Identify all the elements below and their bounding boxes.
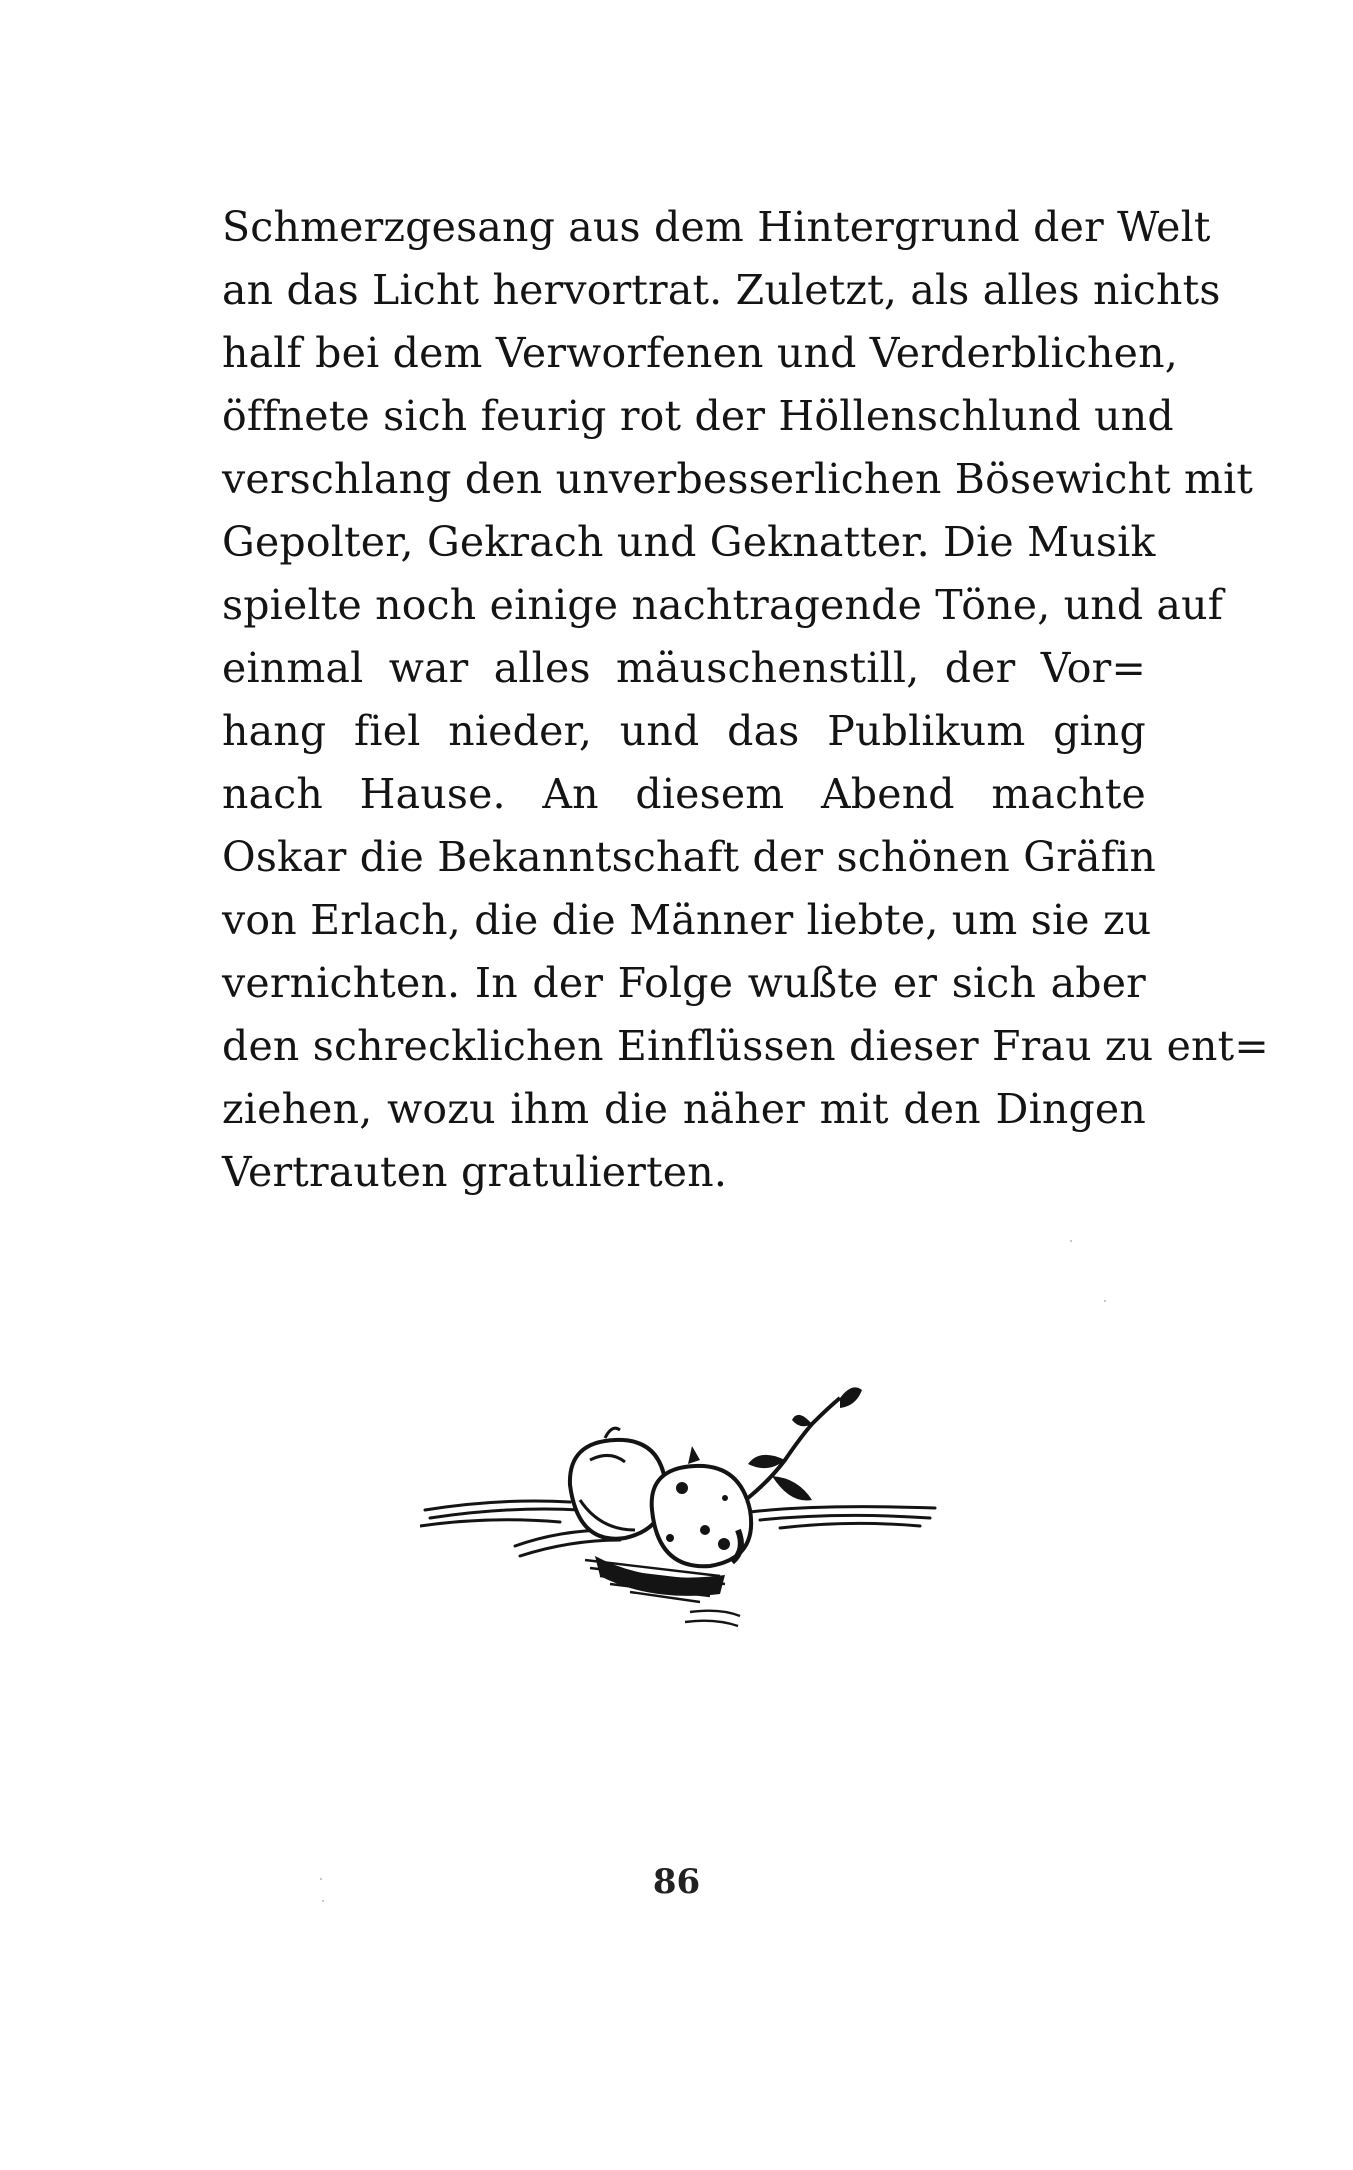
text-line-8: einmal war alles mäuschenstill, der Vor= xyxy=(222,644,1146,692)
paper-speck xyxy=(320,1878,322,1880)
text-line-13: vernichten. In der Folge wußte er sich aber xyxy=(222,959,1146,1007)
text-line-15: ziehen, wozu ihm die näher mit den Dingen xyxy=(222,1085,1146,1133)
text-line-1: Schmerzgesang aus dem Hintergrund der Welt xyxy=(222,203,1211,251)
text-line-10: nach Hause. An diesem Abend machte xyxy=(222,770,1146,818)
paper-speck xyxy=(1104,1300,1106,1302)
text-line-6: Gepolter, Gekrach und Geknatter. Die Musik xyxy=(222,518,1156,566)
text-line-11: Oskar die Bekanntschaft der schönen Gräfin xyxy=(222,833,1156,881)
paper-speck xyxy=(322,1900,324,1902)
text-line-16: Vertrauten gratulierten. xyxy=(222,1148,728,1196)
fruit-vignette-icon xyxy=(420,1380,940,1640)
body-text xyxy=(222,196,1269,1204)
text-line-5: verschlang den unverbesserlichen Bösewicht mit xyxy=(222,455,1254,503)
text-line-7: spielte noch einige nachtragende Töne, und auf xyxy=(222,581,1224,629)
text-line-2: an das Licht hervortrat. Zuletzt, als alles nichts xyxy=(222,266,1221,314)
text-line-14: den schrecklichen Einflüssen dieser Frau zu ent= xyxy=(222,1022,1269,1070)
text-line-12: von Erlach, die die Männer liebte, um sie zu xyxy=(222,896,1152,944)
page-number: 86 xyxy=(652,1862,701,1902)
text-line-9: hang fiel nieder, und das Publikum ging xyxy=(222,707,1146,755)
text-line-4: öffnete sich feurig rot der Höllenschlund und xyxy=(222,392,1174,440)
text-line-3: half bei dem Verworfenen und Verderblichen, xyxy=(222,329,1178,377)
paper-speck xyxy=(1070,1240,1072,1242)
